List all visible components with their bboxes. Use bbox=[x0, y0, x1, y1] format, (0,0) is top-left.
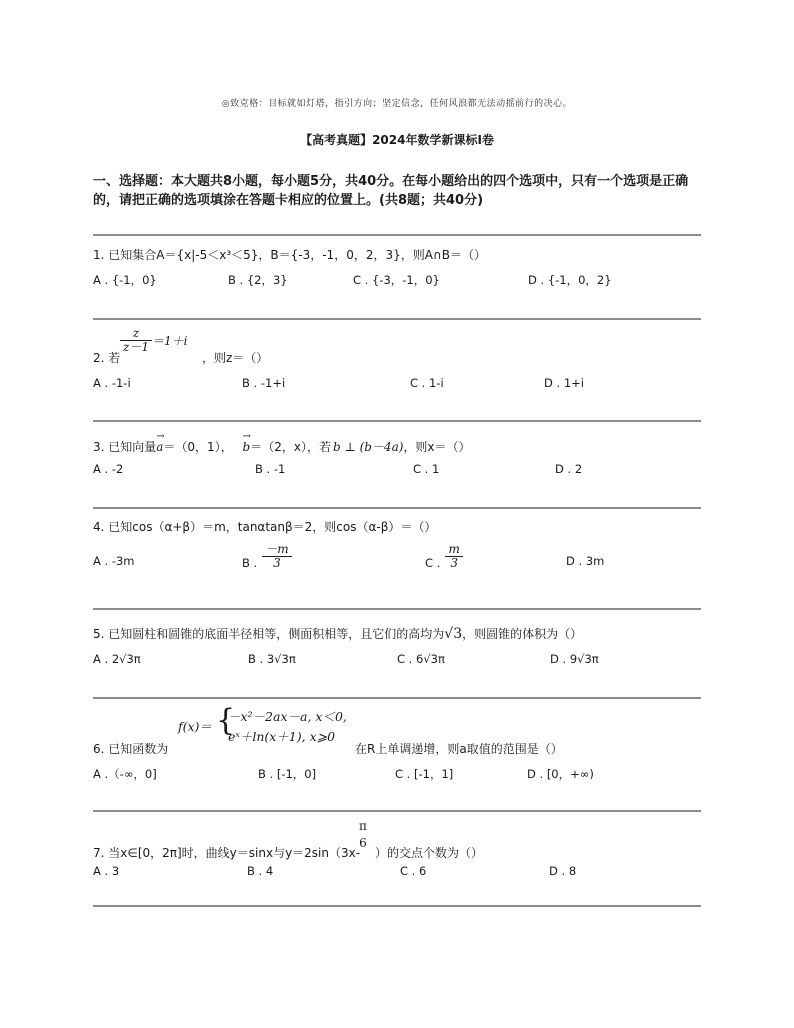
vector-b: → b bbox=[242, 431, 251, 454]
question-3-prefix: 3. 已知向量 bbox=[93, 440, 157, 454]
divider bbox=[93, 234, 701, 236]
question-2-prefix: 2. 若 bbox=[93, 351, 121, 365]
question-2-option-d[interactable]: D . 1+i bbox=[544, 376, 584, 390]
vector-arrow-icon: → bbox=[242, 431, 251, 442]
question-7-option-c[interactable]: C . 6 bbox=[400, 864, 427, 878]
pi-denominator: 6 bbox=[359, 836, 367, 850]
option-b-denominator: 3 bbox=[273, 556, 281, 570]
section-heading: 一、选择题：本大题共8小题，每小题5分，共40分。在每小题给出的四个选项中，只有一个选项是正确的，请把正确的选项填涂在答题卡相应的位置上。(共8题；共40分) bbox=[93, 174, 689, 208]
question-5-suffix: ，则圆锥的体积为（） bbox=[462, 627, 583, 641]
formula-numerator: z bbox=[120, 327, 152, 341]
question-4-option-d[interactable]: D . 3m bbox=[566, 554, 605, 568]
question-1-option-b[interactable]: B . {2，3} bbox=[228, 273, 288, 287]
perpendicular-condition: b ⊥ (b－4a) bbox=[332, 440, 404, 454]
question-6-suffix: 在R上单调递增，则a取值的范围是（） bbox=[355, 742, 563, 756]
question-3-option-d[interactable]: D . 2 bbox=[555, 462, 583, 476]
question-1-option-d[interactable]: D . {-1，0，2} bbox=[528, 273, 612, 287]
question-5-prefix: 5. 已知圆柱和圆锥的底面半径相等，侧面积相等，且它们的高均为 bbox=[93, 627, 445, 641]
vector-b-value: ＝（2，x），若 bbox=[250, 440, 331, 454]
question-3-option-a[interactable]: A . -2 bbox=[93, 462, 124, 476]
vector-a-value: ＝（0，1）， bbox=[163, 440, 233, 454]
question-2-suffix: ，则z＝（） bbox=[202, 351, 269, 365]
exam-title: 【高考真题】2024年数学新课标Ⅰ卷 bbox=[300, 133, 494, 147]
question-4-option-a[interactable]: A . -3m bbox=[93, 554, 135, 568]
question-1-option-c[interactable]: C . {-3，-1，0} bbox=[353, 273, 440, 287]
question-4-option-c[interactable] bbox=[425, 543, 463, 570]
vector-arrow-icon: → bbox=[156, 431, 165, 442]
question-5-option-a[interactable]: A . 2√3π bbox=[93, 652, 141, 666]
sqrt-three: √3 bbox=[444, 626, 463, 642]
divider bbox=[93, 608, 701, 610]
question-5-option-b[interactable]: B . 3√3π bbox=[248, 652, 296, 666]
question-7-option-b[interactable]: B . 4 bbox=[247, 864, 274, 878]
vector-a: → a bbox=[156, 431, 165, 454]
question-3-option-b[interactable]: B . -1 bbox=[255, 462, 286, 476]
motto-text: ◎致克格：目标就如灯塔，指引方向；坚定信念，任何风浪都无法动摇前行的决心。 bbox=[221, 99, 573, 109]
left-brace-icon: { bbox=[216, 703, 236, 738]
divider bbox=[93, 697, 701, 699]
question-6-prefix: 6. 已知函数为 bbox=[93, 742, 169, 756]
question-6-option-d[interactable]: D . [0，+∞) bbox=[527, 767, 594, 781]
option-label: B . bbox=[242, 556, 258, 570]
question-5-stem bbox=[93, 625, 582, 642]
question-3-stem bbox=[93, 431, 471, 455]
question-1-option-a[interactable]: A . {-1，0} bbox=[93, 273, 157, 287]
pi-over-six bbox=[356, 820, 370, 850]
function-name: f(x)＝ bbox=[178, 719, 212, 734]
option-c-numerator: m bbox=[445, 543, 462, 557]
question-4-option-b[interactable] bbox=[242, 543, 292, 570]
divider bbox=[93, 420, 701, 422]
question-7-prefix: 7. 当x∈[0，2π]时，曲线y＝sinx与y＝2sin（3x- bbox=[93, 846, 361, 860]
formula-rhs: ＝1＋i bbox=[151, 334, 188, 348]
question-3-suffix: ，则x＝（） bbox=[403, 440, 471, 454]
question-7-option-d[interactable]: D . 8 bbox=[549, 864, 577, 878]
question-5-option-c[interactable]: C . 6√3π bbox=[397, 652, 445, 666]
question-6-option-c[interactable]: C . [-1，1] bbox=[395, 767, 454, 781]
function-piece-2: eˣ＋ln(x＋1), x⩾0 bbox=[228, 729, 336, 744]
divider bbox=[93, 318, 701, 320]
question-4-stem: 4. 已知cos（α+β）＝m，tanαtanβ＝2，则cos（α-β）＝（） bbox=[93, 520, 437, 534]
formula-denominator: z－1 bbox=[123, 340, 149, 354]
question-2-option-c[interactable]: C . 1-i bbox=[410, 376, 444, 390]
divider bbox=[93, 810, 701, 812]
question-6-option-b[interactable]: B . [-1，0] bbox=[258, 767, 317, 781]
option-c-denominator: 3 bbox=[450, 556, 458, 570]
divider bbox=[93, 507, 701, 509]
question-5-option-d[interactable]: D . 9√3π bbox=[550, 652, 599, 666]
question-2-option-a[interactable]: A . -1-i bbox=[93, 376, 131, 390]
question-7-suffix: ）的交点个数为（） bbox=[375, 846, 484, 860]
question-1-stem: 1. 已知集合A＝{x|-5＜x³＜5}，B＝{-3，-1，0，2，3}，则A∩B＝（） bbox=[93, 248, 486, 262]
question-3-option-c[interactable]: C . 1 bbox=[413, 462, 440, 476]
function-piece-1: －x²－2ax－a, x＜0, bbox=[228, 709, 347, 724]
divider bbox=[93, 905, 701, 907]
question-2-formula bbox=[120, 327, 187, 354]
pi-numerator: π bbox=[359, 819, 367, 833]
question-2-option-b[interactable]: B . -1+i bbox=[242, 376, 286, 390]
option-b-numerator: －m bbox=[262, 543, 291, 557]
question-6-option-a[interactable]: A .（-∞，0] bbox=[93, 767, 157, 781]
question-7-option-a[interactable]: A . 3 bbox=[93, 864, 120, 878]
option-label: C . bbox=[425, 556, 441, 570]
